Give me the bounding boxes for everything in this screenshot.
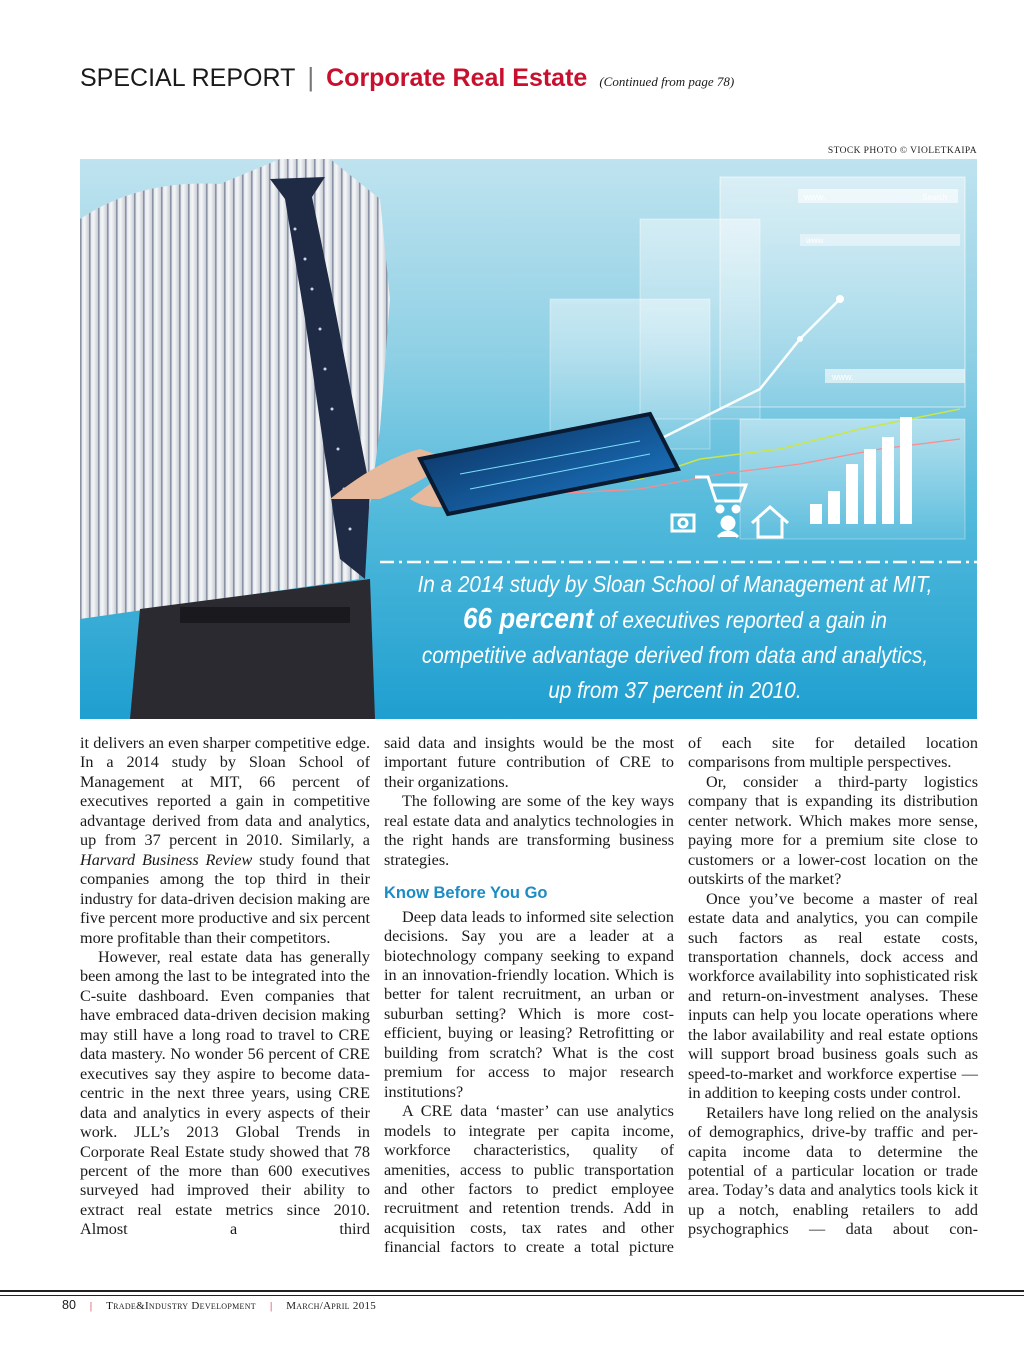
paragraph	[80, 734, 370, 948]
article-column-3	[688, 734, 978, 1240]
paragraph: Once you’ve become a master of real estate data and analytics, you can compile such factors as real estate costs, transportation channels, dock access and workforce availability into sophisticated risk and return-on-investment analyses. These inputs can help you locate operations where the labor availability and real estate options will support broad business goals such as speed-to-market and workforce expertise — in addition to keeping costs under control.	[688, 889, 978, 1103]
pull-quote-text-1: In a 2014 study by Sloan School of Management at MIT,	[417, 571, 933, 597]
panel-search-text: Search	[922, 193, 948, 202]
paragraph: However, real estate data has generally been among the last to be integrated into the C-suite dashboard. Even companies that have embraced data-driven decision making may still have a long road to travel to CRE data mastery. No wonder 56 percent of CRE executives say they aspire to become data-centric in the next three years, using CRE data and analytics in every aspects of their work. JLL’s 2013 Global Trends in Corporate Real Estate study showed that 78 percent of the more than 600 executives surveyed had improved their ability to extract real estate metrics since 2010. Almost a third	[80, 947, 370, 1239]
hero-image	[80, 159, 977, 719]
footer-rule	[0, 1290, 1024, 1292]
paragraph: Or, consider a third-party logistics company that is expanding its distribution center network. Which makes more sense, paying more for a premium site close to customers or a lower-cost location on the outskirts of the market?	[688, 772, 978, 889]
header-separator: |	[307, 62, 315, 92]
paragraph-text: it delivers an even sharper competitive edge. In a 2014 study by Sloan School of Management at MIT, 66 percent of executives reported a gain in competitive advantage derived from data and analytics, up from 37 percent in 2010. Similarly, a	[80, 734, 370, 850]
panel-url-text-2: www.	[806, 236, 826, 245]
continued-note: (Continued from page 78)	[599, 74, 735, 89]
photo-credit: STOCK PHOTO © VIOLETKAIPA	[827, 146, 977, 156]
footer-separator: |	[270, 1300, 273, 1312]
paragraph: Deep data leads to informed site selection decisions. Say you are a leader at a biotechnology company seeking to expand in an innovation-friendly location. Which is better for talent recruitment, an urban or suburban setting? Which is more cost-efficient, buying or leasing? Retrofitting or building from scratch? What is the cost premium for access to major research institutions?	[384, 907, 674, 1101]
paragraph: Retailers have long relied on the analysis of demographics, drive-by traffic and per-capita income data to determine the potential of a particular location or trade area. Today’s data and analytics tools kick it up a notch, enabling retailers to add psychographics — data about con-	[688, 1103, 978, 1239]
panel-url-text-3: www.	[832, 372, 854, 382]
paragraph-text: study found that companies among the top third in their industry for data-driven decision making are five percent more productive and six percent more profitable than their competitors.	[80, 850, 370, 947]
pull-quote	[410, 567, 941, 708]
footer-separator: |	[89, 1300, 93, 1312]
publication-title: Harvard Business Review	[80, 850, 253, 869]
pull-quote-highlight: 66 percent	[462, 603, 594, 635]
pull-quote-text-2: of executives reported a gain in competitive advantage derived from data and analytics, up from 37 percent in 2010.	[421, 607, 929, 703]
page-header	[80, 62, 734, 93]
article-column-2	[384, 734, 674, 1258]
article-column-1	[80, 734, 370, 1240]
section-topic: Corporate Real Estate	[326, 64, 588, 92]
section-label: SPECIAL REPORT	[80, 64, 296, 92]
page-footer	[62, 1298, 376, 1312]
page-number: 80	[62, 1298, 76, 1312]
tablet	[420, 414, 678, 514]
footer-rule	[0, 1295, 1024, 1296]
paragraph: A CRE data ‘master’ can use analytics models to integrate per capita income, workforce characteristics, quality of amenities, access to public transportation and other factors to predict employee recruitment and retention trends. Add in acquisition costs, tax rates and other financial factors to create a total picture	[384, 1102, 674, 1257]
paragraph: of each site for detailed location comparisons from multiple perspectives.	[688, 734, 978, 772]
paragraph: The following are some of the key ways real estate data and analytics technologies in the right hands are transforming business strategies.	[384, 792, 674, 869]
panel-url-text: www.	[804, 192, 826, 202]
publication-name: Trade&Industry Development	[106, 1300, 256, 1312]
paragraph: said data and insights would be the most important future contribution of CRE to their organizations.	[384, 734, 674, 791]
issue-date: March/April 2015	[286, 1300, 377, 1312]
subheading: Know Before You Go	[384, 884, 548, 903]
